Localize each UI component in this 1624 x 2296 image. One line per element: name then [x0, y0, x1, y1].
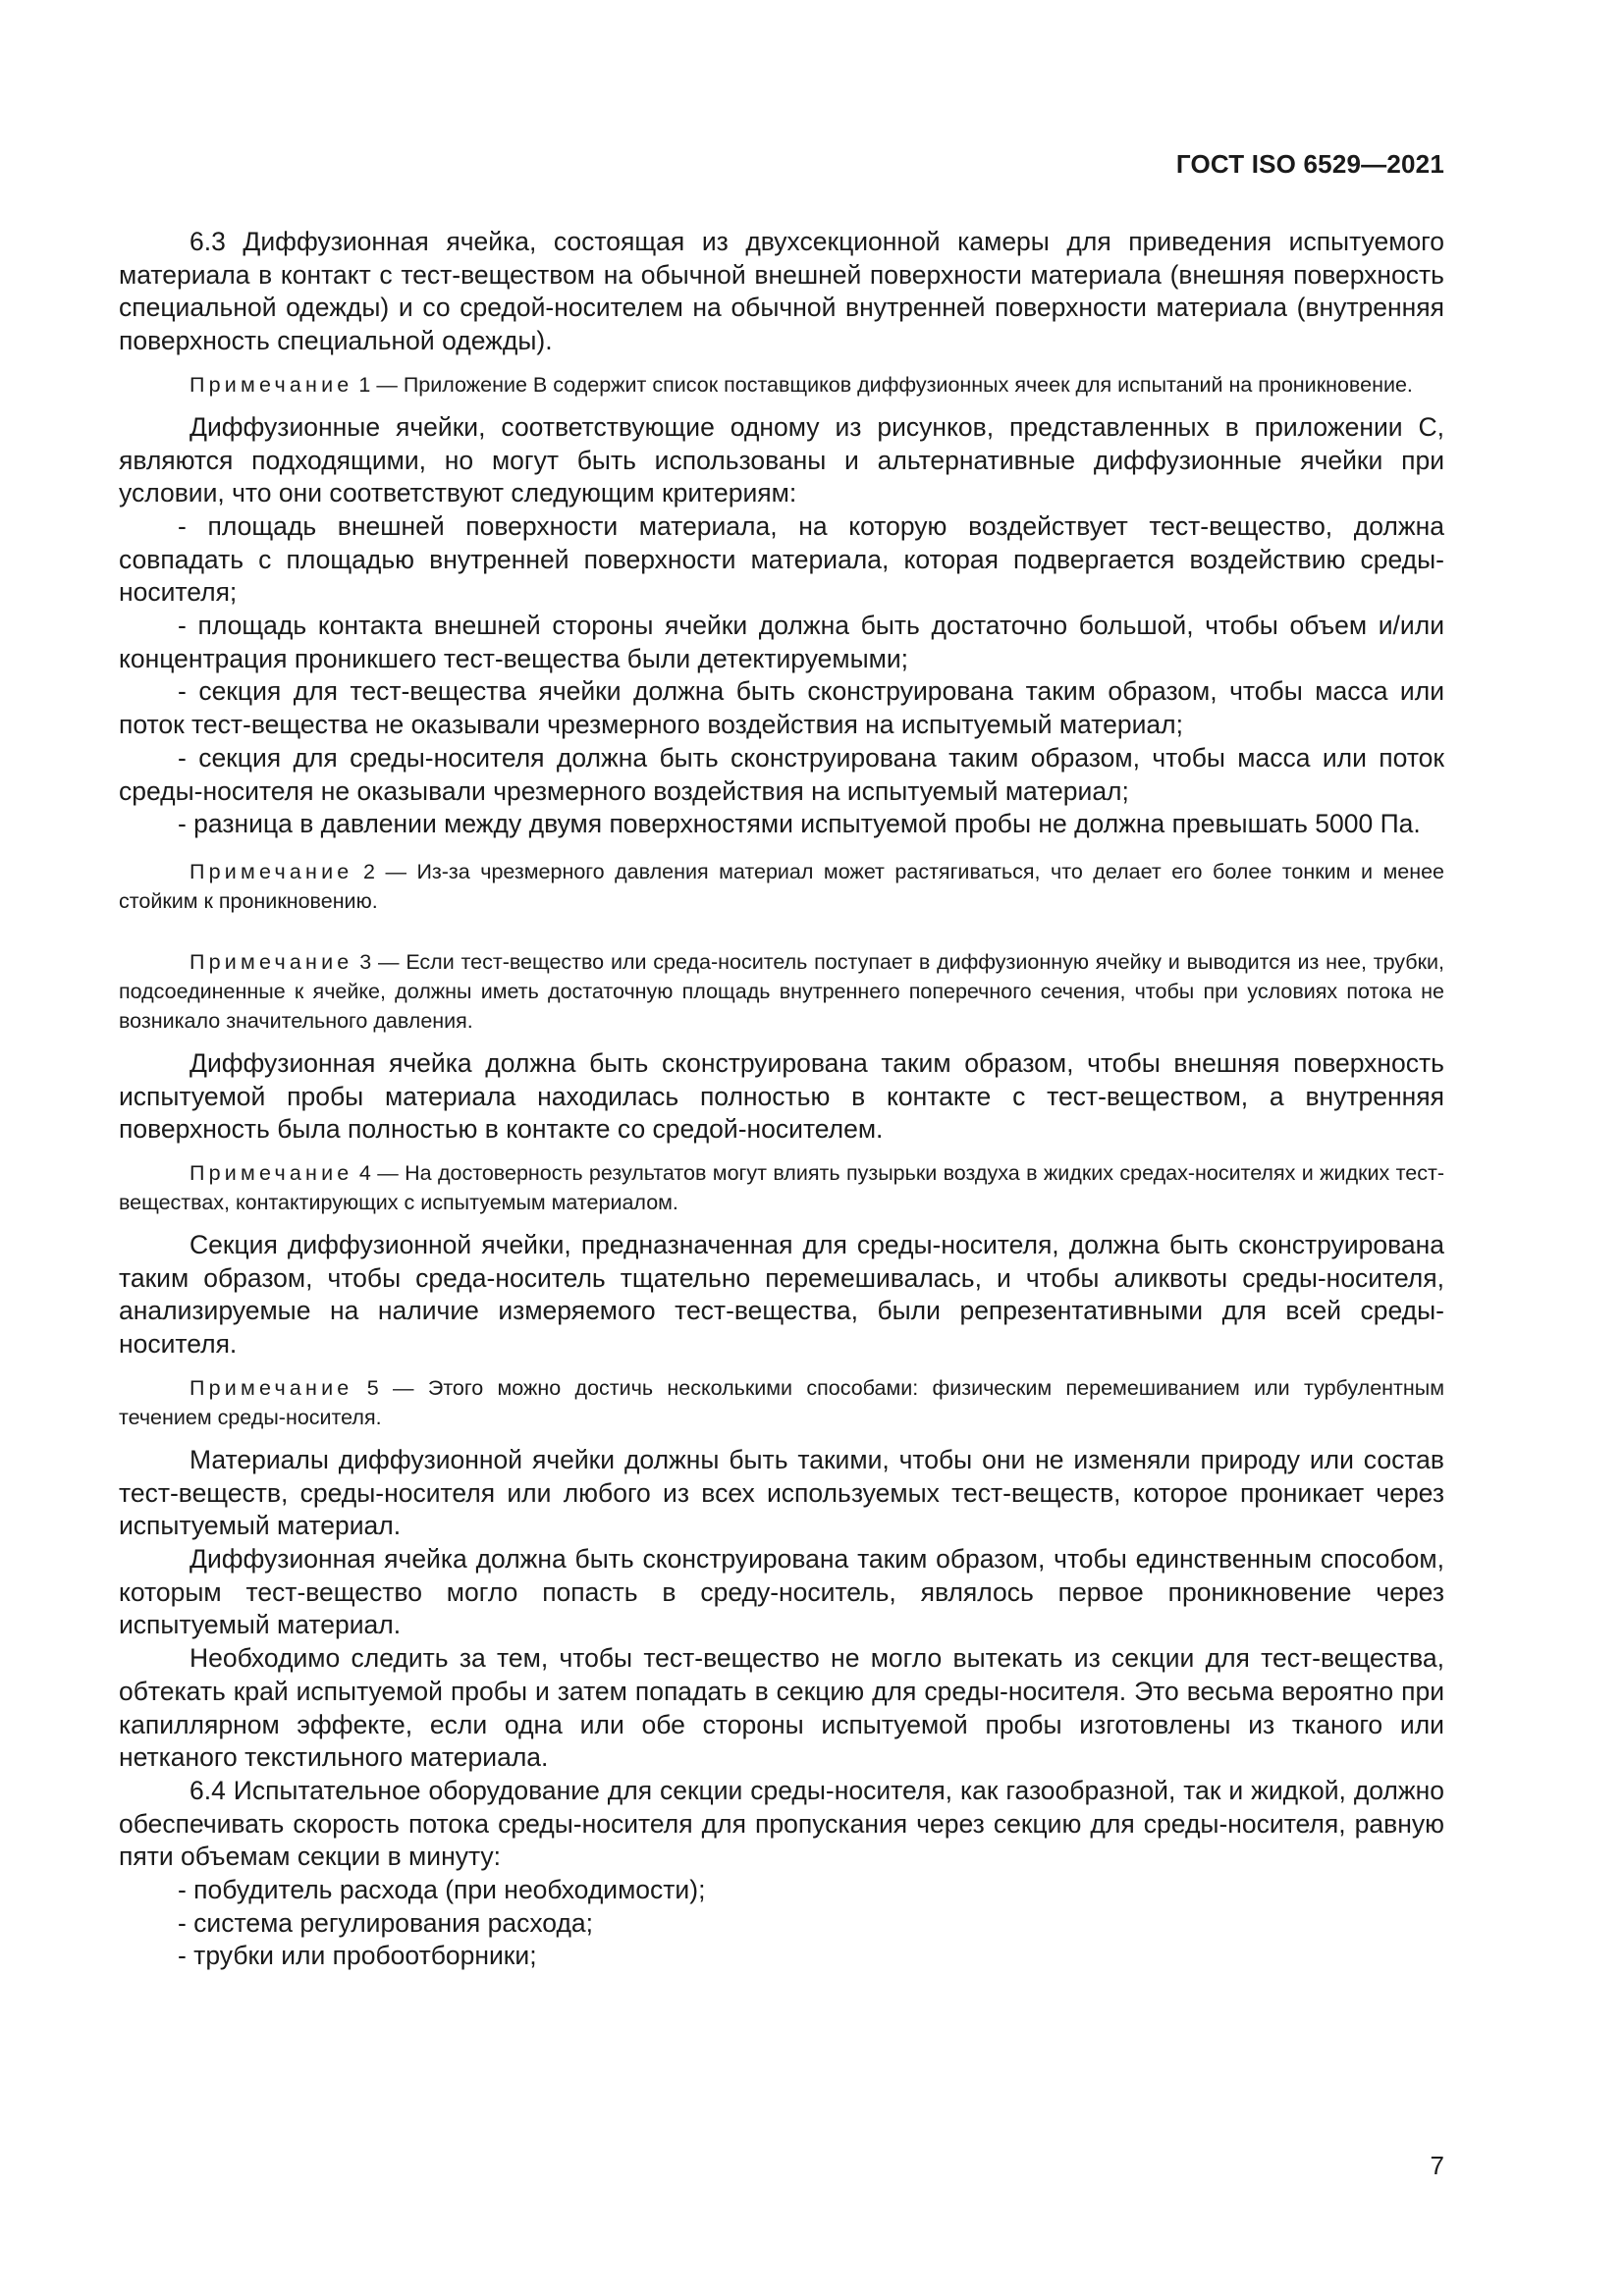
note-text: 5 — Этого можно достичь несколькими способами: физическим перемешиванием или турбулентным течением среды-носителя. — [119, 1375, 1444, 1429]
note-text: 1 — Приложение В содержит список поставщиков диффузионных ячеек для испытаний на проникновение. — [352, 372, 1413, 397]
page-body — [119, 226, 1444, 1973]
note-3 — [119, 947, 1444, 1036]
page-number: 7 — [1430, 2151, 1444, 2180]
note-label: Примечание — [189, 1161, 353, 1186]
equipment-item: - побудитель расхода (при необходимости); — [178, 1875, 706, 1905]
equipment-item: - система регулирования расхода; — [178, 1907, 594, 1938]
criteria-item: - секция для среды-носителя должна быть сконструирована таким образом, чтобы масса или поток среды-носителя не оказывали чрезмерного воздействия на испытуемый материал; — [119, 742, 1444, 806]
paragraph-6-4: 6.4 Испытательное оборудование для секции среды-носителя, как газообразной, так и жидкой, должно обеспечивать скорость потока среды-носителя для пропускания через секцию для среды-носителя, равную пяти объемам секции в минуту: — [119, 1775, 1444, 1872]
note-text: 4 — На достоверность результатов могут влиять пузырьки воздуха в жидких средах-носителях и жидких тест-веществах, контактирующих с испытуемым материалом. — [119, 1161, 1444, 1215]
note-text: 3 — Если тест-вещество или среда-носитель поступает в диффузионную ячейку и выводится из нее, трубки, подсоединенные к ячейке, должны иметь достаточную площадь внутреннего поперечного сечения, чтобы при условиях потока не возникало значительного давления. — [119, 949, 1444, 1033]
criteria-item: - разница в давлении между двумя поверхностями испытуемой пробы не должна превышать 5000 Па. — [178, 809, 1421, 839]
note-label: Примечание — [189, 949, 353, 974]
criteria-item: - площадь внешней поверхности материала, на которую воздействует тест-вещество, должна совпадать с площадью внутренней поверхности материала, которая подвергается воздействию среды-носителя; — [119, 510, 1444, 608]
note-5 — [119, 1373, 1444, 1432]
paragraph-cell-design: Диффузионная ячейка должна быть сконструирована таким образом, чтобы внешняя поверхность испытуемой пробы материала находилась полностью в контакте с тест-веществом, а внутренняя поверхность была полностью в контакте со средой-носителем. — [119, 1047, 1444, 1145]
note-1 — [119, 370, 1444, 400]
note-text: 2 — Из-за чрезмерного давления материал может растягиваться, что делает его более тонким и менее стойким к проникновению. — [119, 859, 1444, 913]
paragraph-penetration-path: Диффузионная ячейка должна быть сконструирована таким образом, чтобы единственным способом, которым тест-вещество могло попасть в среду-носитель, являлось первое проникновение через испытуемый материал. — [119, 1543, 1444, 1640]
note-2 — [119, 857, 1444, 916]
criteria-item: - площадь контакта внешней стороны ячейки должна быть достаточно большой, чтобы объем и/или концентрация проникшего тест-вещества были детектируемыми; — [119, 611, 1444, 673]
criteria-item: - секция для тест-вещества ячейки должна быть сконструирована таким образом, чтобы масса или поток тест-вещества не оказывали чрезмерного воздействия на испытуемый материал; — [119, 676, 1444, 740]
paragraph-6-3: 6.3 Диффузионная ячейка, состоящая из двухсекционной камеры для приведения испытуемого материала в контакт с тест-веществом на обычной внешней поверхности материала (внешняя поверхность специальной одежды) и со средой-носителем на обычной внутренней поверхности материала (внутренняя поверхность специальной одежды). — [119, 227, 1444, 356]
paragraph-carrier-section: Секция диффузионной ячейки, предназначенная для среды-носителя, должна быть сконструирована таким образом, чтобы среда-носитель тщательно перемешивалась, и чтобы аликвоты среды-носителя, анализируемые на наличие измеряемого тест-вещества, были репрезентативными для всей среды-носителя. — [119, 1230, 1444, 1360]
document-id-header: ГОСТ ISO 6529—2021 — [1175, 149, 1444, 179]
paragraph-leakage: Необходимо следить за тем, чтобы тест-вещество не могло вытекать из секции для тест-вещества, обтекать край испытуемой пробы и затем попадать в секцию для среды-носителя. Это весьма вероятно при капиллярном эффекте, если одна или обе стороны испытуемой пробы изготовлены из тканого или нетканого текстильного материала. — [119, 1643, 1444, 1773]
note-4 — [119, 1158, 1444, 1217]
paragraph-cells-criteria: Диффузионные ячейки, соответствующие одному из рисунков, представленных в приложении С, являются подходящими, но могут быть использованы и альтернативные диффузионные ячейки при условии, что они соответствуют следующим критериям: — [119, 411, 1444, 508]
equipment-item: - трубки или пробоотборники; — [178, 1941, 537, 1971]
note-label: Примечание — [189, 859, 353, 883]
note-label: Примечание — [189, 1375, 353, 1400]
paragraph-cell-materials: Материалы диффузионной ячейки должны быть такими, чтобы они не изменяли природу или состав тест-веществ, среды-носителя или любого из всех используемых тест-веществ, которое проникает через испытуемый материал. — [119, 1444, 1444, 1541]
note-label: Примечание — [189, 372, 353, 397]
